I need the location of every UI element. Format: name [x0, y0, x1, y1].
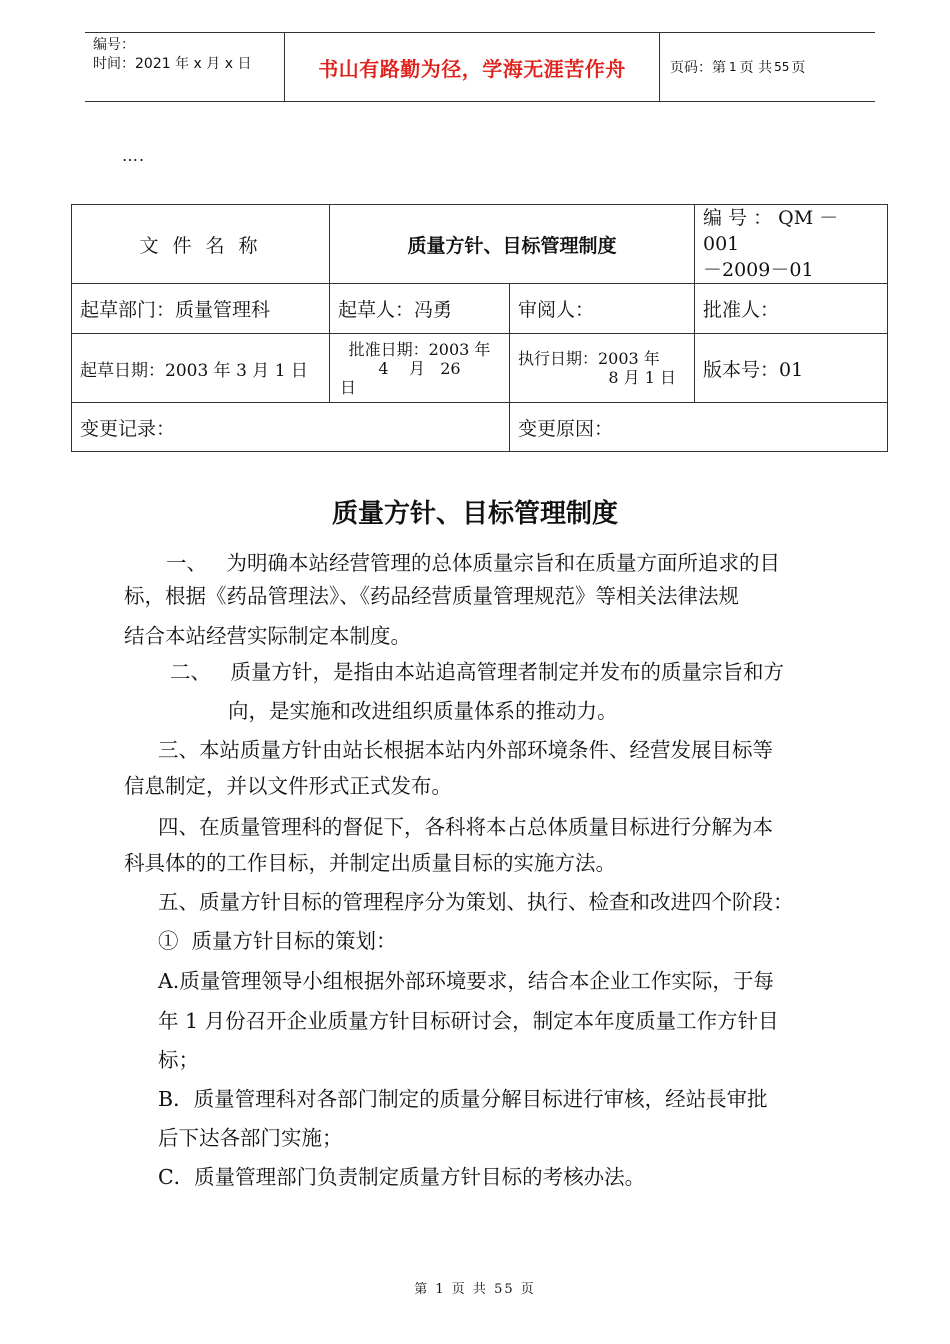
- page-footer: [0, 1278, 950, 1297]
- header-meta: [85, 33, 285, 101]
- para-4-line-1: 四、在质量管理科的督促下，各科将本占总体质量目标进行分解为本: [158, 815, 773, 839]
- para-5-line-1: 五、质量方针目标的管理程序分为策划、执行、检查和改进四个阶段：: [158, 890, 794, 914]
- header-page-info: [660, 33, 875, 101]
- para-1-line-3: 结合本站经营实际制定本制度。: [124, 624, 411, 648]
- change-record: 变更记录：: [72, 403, 510, 452]
- header-page-suffix: 页: [791, 60, 806, 76]
- approve-date-line2: 4 月 26: [378, 358, 461, 378]
- header-motto: 书山有路勤为径，学海无涯苦作舟: [285, 33, 660, 101]
- ellipsis: ….: [122, 146, 146, 165]
- header-page-total: 55: [774, 60, 790, 74]
- footer-prefix: 第: [414, 1282, 430, 1297]
- para-b-line-1: B．质量管理科对各部门制定的质量分解目标进行审核，经站長审批: [158, 1087, 768, 1111]
- exec-date-line1: 执行日期：2003 年: [518, 349, 660, 368]
- para-4-line-2: 科具体的的工作目标，并制定出质量目标的实施方法。: [124, 851, 616, 875]
- footer-mid: 页 共: [451, 1282, 488, 1297]
- document-title: 质量方针、目标管理制度: [331, 499, 618, 529]
- change-reason: 变更原因：: [510, 403, 888, 452]
- para-1-line-2: 标，根据《药品管理法》、《药品经营质量管理规范》等相关法律法规: [124, 584, 739, 608]
- document-info-table: [71, 204, 888, 452]
- reviewer: 审阅人：: [510, 284, 695, 334]
- para-3-line-1: 三、本站质量方针由站长根据本站内外部环境条件、经营发展目标等: [158, 738, 773, 762]
- draft-date: 起草日期：2003 年 3 月 1 日: [72, 334, 330, 403]
- file-name-label: 文 件 名 称: [72, 205, 330, 284]
- header-page-prefix: 页码：第: [670, 60, 726, 76]
- approver: 批准人：: [695, 284, 888, 334]
- approve-date-line1: 批准日期：2003 年: [348, 339, 491, 359]
- document-code-line1: 编 号 ： QM － 001: [703, 207, 839, 255]
- exec-date-line2: 8 月 1 日: [608, 368, 676, 387]
- header-page-num: 1: [729, 60, 737, 74]
- para-3-line-2: 信息制定，并以文件形式正式发布。: [124, 774, 452, 798]
- para-a-line-2: 年 1 月份召开企业质量方针目标研讨会，制定本年度质量工作方针目: [158, 1009, 779, 1033]
- footer-page: 1: [435, 1282, 446, 1297]
- document-code: [695, 205, 888, 284]
- para-6-line-1: ① 质量方针目标的策划：: [158, 929, 397, 953]
- footer-total: 55: [494, 1282, 515, 1297]
- para-c-line-1: C．质量管理部门负责制定质量方针目标的考核办法。: [158, 1165, 646, 1189]
- document-code-line2: －2009－01: [703, 259, 814, 281]
- exec-date: [510, 334, 695, 403]
- file-name-value: 质量方针、目标管理制度: [330, 205, 695, 284]
- para-a-line-1: A.质量管理领导小组根据外部环境要求，结合本企业工作实际，于每: [158, 969, 774, 993]
- page-header: [85, 32, 875, 102]
- para-1-line-1: 一、 为明确本站经营管理的总体质量宗旨和在质量方面所追求的目: [166, 551, 781, 575]
- para-2-line-2: 向，是实施和改进组织质量体系的推动力。: [228, 699, 618, 723]
- para-2-line-1: 二、 质量方针，是指由本站追高管理者制定并发布的质量宗旨和方: [170, 660, 785, 684]
- para-b-line-2: 后下达各部门实施；: [158, 1126, 343, 1150]
- header-page-mid: 页 共: [739, 60, 773, 76]
- draft-department: 起草部门：质量管理科: [72, 284, 330, 334]
- footer-suffix: 页: [520, 1282, 536, 1297]
- header-number-label: 编号：: [93, 37, 135, 53]
- version-number: 版本号：01: [695, 334, 888, 403]
- approve-date: [330, 334, 510, 403]
- para-a-line-3: 标；: [158, 1048, 199, 1072]
- header-date: 时间：2021 年 x 月 x 日: [93, 56, 252, 72]
- approve-date-line3: 日: [340, 377, 357, 397]
- drafter: 起草人：冯勇: [330, 284, 510, 334]
